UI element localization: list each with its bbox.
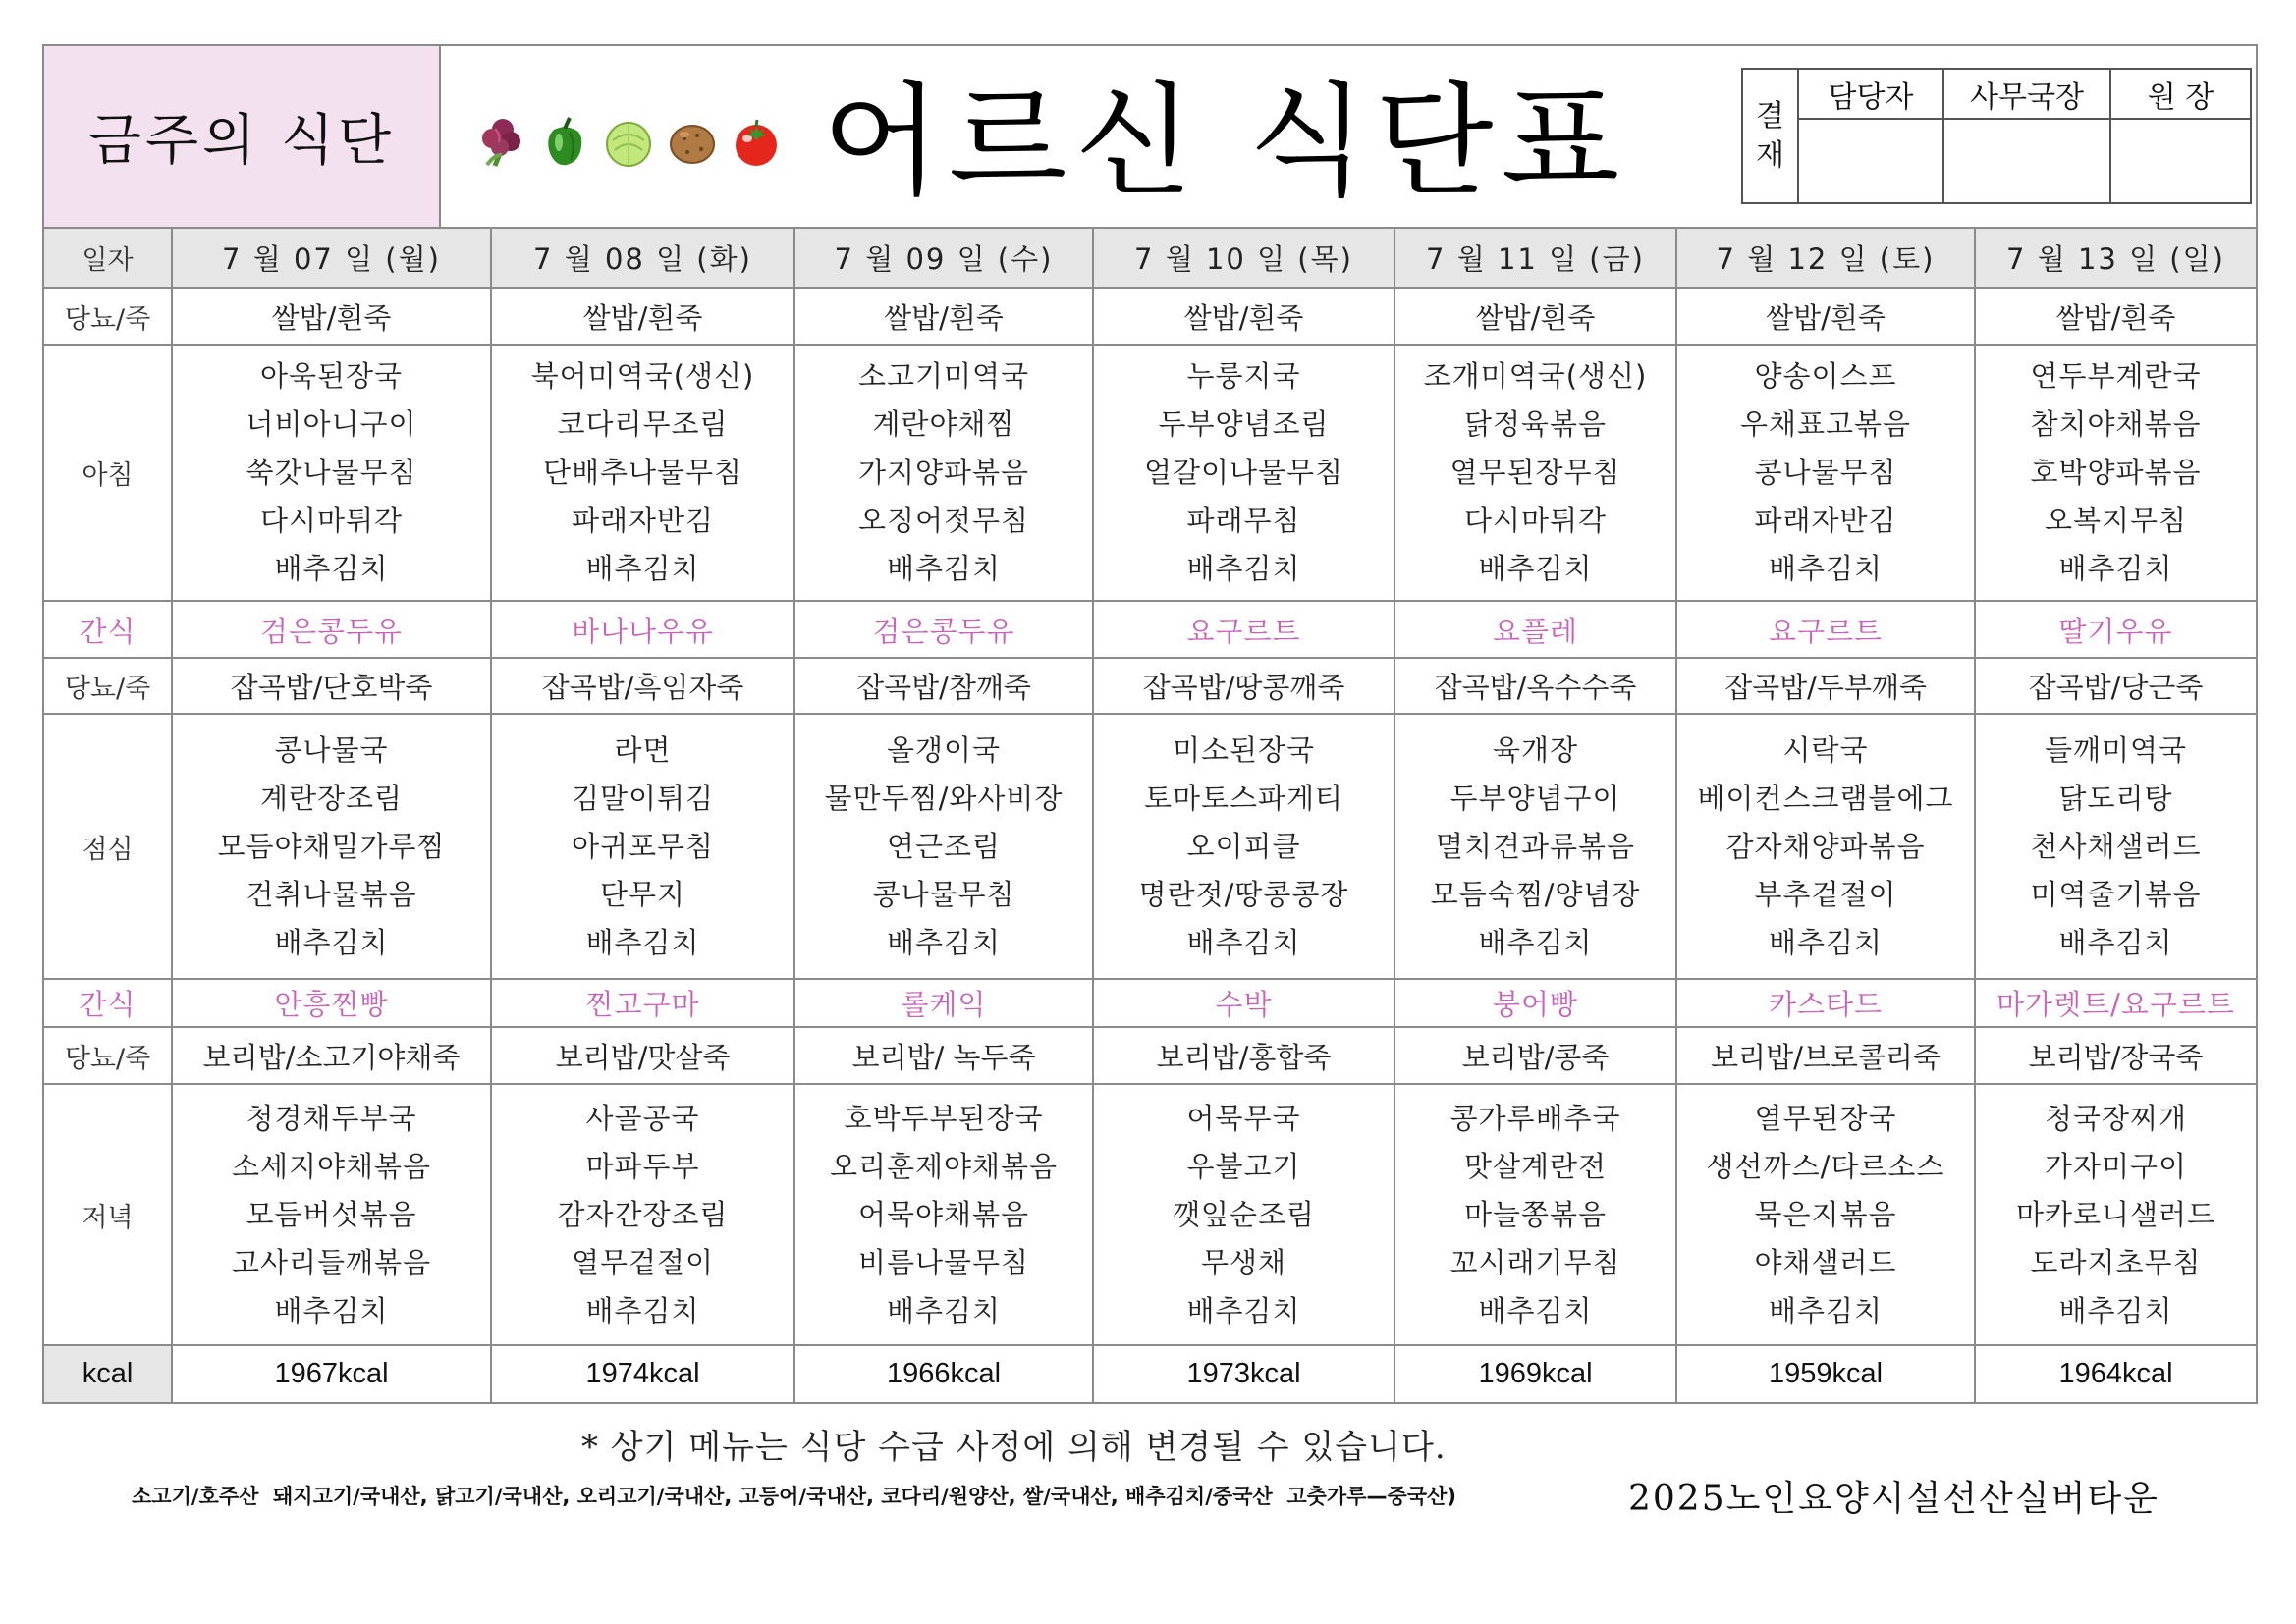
menu-item: 소고기미역국 — [857, 359, 1030, 393]
menu-item: 마카로니샐러드 — [2015, 1197, 2216, 1231]
menu-item: 비름나물무침 — [857, 1245, 1030, 1279]
menu-item: 열무된장국 — [1754, 1101, 1897, 1135]
week-label-box — [44, 46, 441, 227]
menu-item: 두부양념조림 — [1158, 407, 1330, 441]
menu-item: 닭정육볶음 — [1463, 407, 1608, 441]
menu-item: 콩가루배추국 — [1449, 1101, 1621, 1135]
menu-item: 마늘쫑볶음 — [1463, 1197, 1608, 1231]
lettuce-icon — [473, 115, 528, 170]
morning-snack-row — [44, 601, 2256, 658]
diabetic-porridge-label: 당뇨/죽 — [44, 1027, 172, 1084]
menu-item: 우불고기 — [1186, 1149, 1301, 1183]
menu-item: 단무지 — [599, 877, 686, 911]
lunch-menu-cell — [1394, 714, 1676, 979]
menu-item: 조개미역국(생신) — [1423, 359, 1648, 393]
menu-item: 배추김치 — [585, 552, 700, 585]
lunch-menu-cell — [491, 714, 794, 979]
menu-item: 배추김치 — [1186, 1293, 1301, 1327]
kcal-label: kcal — [44, 1345, 172, 1402]
lunch-rice-cell: 잡곡밥/흑임자죽 — [491, 658, 794, 714]
lunch-rice-cell: 잡곡밥/두부깨죽 — [1676, 658, 1975, 714]
menu-item: 파래자반김 — [1754, 504, 1897, 537]
dinner-menu-cell — [1093, 1084, 1394, 1345]
diabetic-porridge-label: 당뇨/죽 — [44, 288, 172, 345]
menu-item: 호박양파볶음 — [2030, 456, 2202, 489]
kcal-cell: 1967kcal — [172, 1345, 491, 1402]
lunch-rice-cell: 잡곡밥/단호박죽 — [172, 658, 491, 714]
menu-item: 김말이튀김 — [571, 781, 715, 815]
menu-item: 두부양념구이 — [1449, 781, 1621, 815]
dinner-row — [44, 1084, 2256, 1345]
menu-item: 묵은지볶음 — [1754, 1197, 1897, 1231]
menu-item: 배추김치 — [1768, 925, 1884, 959]
menu-item: 콩나물국 — [274, 732, 389, 767]
menu-item: 배추김치 — [1478, 1293, 1593, 1327]
menu-item: 모듬버섯볶음 — [246, 1197, 417, 1231]
menu-item: 모듬야채밀가루찜 — [217, 829, 446, 863]
menu-item: 고사리들깨볶음 — [231, 1245, 432, 1279]
menu-item: 가지양파볶음 — [857, 456, 1030, 489]
menu-item: 콩나물무침 — [1754, 456, 1897, 489]
menu-item: 육개장 — [1492, 732, 1579, 767]
snack-cell: 롤케익 — [794, 979, 1093, 1027]
dinner-rice-cell: 보리밥/장국죽 — [1975, 1027, 2256, 1084]
sheet-header — [44, 46, 2256, 229]
menu-item: 오이피클 — [1186, 829, 1301, 863]
date-cell: 7 월 10 일 (목) — [1093, 229, 1394, 288]
approval-label-top: 결 — [1756, 98, 1784, 134]
dinner-menu-cell — [1975, 1084, 2256, 1345]
menu-item: 오복지무침 — [2044, 504, 2188, 537]
menu-item: 얼갈이나물무침 — [1143, 456, 1344, 489]
lunch-row — [44, 714, 2256, 979]
lunch-rice-cell: 잡곡밥/옥수수죽 — [1394, 658, 1676, 714]
week-label: 금주의 식단 — [87, 109, 396, 173]
menu-item: 쑥갓나물무침 — [246, 456, 417, 489]
dinner-rice-cell: 보리밥/ 녹두죽 — [794, 1027, 1093, 1084]
page-title: 어르신 식단표 — [822, 71, 1628, 213]
snack-cell: 붕어빵 — [1394, 979, 1676, 1027]
menu-item: 들깨미역국 — [2044, 732, 2188, 767]
menu-item: 감자채양파볶음 — [1725, 829, 1926, 863]
menu-item: 모듬숙찜/양념장 — [1430, 877, 1641, 911]
breakfast-rice-cell: 쌀밥/흰죽 — [1394, 288, 1676, 345]
menu-sheet — [42, 44, 2258, 1404]
menu-item: 라면 — [614, 732, 672, 767]
menu-item: 오징어젓무침 — [857, 504, 1030, 537]
menu-item: 올갱이국 — [886, 732, 1002, 767]
cabbage-icon — [601, 115, 656, 170]
menu-item: 건취나물볶음 — [246, 877, 417, 911]
menu-item: 배추김치 — [1478, 925, 1593, 959]
menu-item: 소세지야채볶음 — [231, 1149, 432, 1183]
approval-label — [1742, 69, 1798, 203]
snack-cell: 요구르트 — [1093, 601, 1394, 658]
breakfast-menu-cell — [794, 345, 1093, 601]
snack-cell: 검은콩두유 — [172, 601, 491, 658]
kcal-cell: 1969kcal — [1394, 1345, 1676, 1402]
breakfast-rice-row — [44, 288, 2256, 345]
lunch-rice-cell: 잡곡밥/당근죽 — [1975, 658, 2256, 714]
menu-item: 양송이스프 — [1754, 359, 1897, 393]
kcal-cell: 1959kcal — [1676, 1345, 1975, 1402]
menu-item: 아귀포무침 — [571, 829, 715, 863]
menu-item: 사골공국 — [585, 1101, 700, 1135]
menu-item: 명란젓/땅콩콩장 — [1138, 877, 1349, 911]
origin-info: 소고기/호주산 돼지고기/국내산, 닭고기/국내산, 오리고기/국내산, 고등어/국내산, 코다리/원양산, 쌀/국내산, 배추김치/중국산 고춧가루—중국산) — [132, 1485, 1456, 1508]
meal-table — [44, 229, 2256, 1402]
dinner-menu-cell — [491, 1084, 794, 1345]
menu-item: 베이컨스크램블에그 — [1697, 781, 1954, 815]
lunch-menu-cell — [1975, 714, 2256, 979]
lunch-rice-cell: 잡곡밥/땅콩깨죽 — [1093, 658, 1394, 714]
menu-item: 배추김치 — [886, 552, 1002, 585]
menu-item: 깻잎순조림 — [1172, 1197, 1316, 1231]
menu-item: 북어미역국(생신) — [530, 359, 755, 393]
menu-item: 청국장찌개 — [2044, 1101, 2188, 1135]
menu-item: 호박두부된장국 — [844, 1101, 1044, 1135]
menu-item: 다시마튀각 — [1463, 504, 1608, 537]
menu-item: 배추김치 — [1768, 552, 1884, 585]
snack-label: 간식 — [44, 979, 172, 1027]
menu-item: 배추김치 — [1768, 1293, 1884, 1327]
potato-icon — [665, 115, 720, 170]
tomato-icon — [729, 115, 784, 170]
approval-label-bottom: 재 — [1756, 137, 1784, 173]
menu-item: 배추김치 — [1186, 552, 1301, 585]
menu-item: 멸치견과류볶음 — [1435, 829, 1636, 863]
lunch-menu-cell — [1676, 714, 1975, 979]
menu-item: 시락국 — [1782, 732, 1869, 767]
approval-sign-manager[interactable] — [1798, 119, 1943, 203]
dinner-label: 저녁 — [44, 1084, 172, 1345]
breakfast-rice-cell: 쌀밥/흰죽 — [1093, 288, 1394, 345]
lunch-rice-row — [44, 658, 2256, 714]
kcal-cell: 1974kcal — [491, 1345, 794, 1402]
menu-item: 열무된장무침 — [1449, 456, 1621, 489]
menu-item: 다시마튀각 — [259, 504, 404, 537]
menu-item: 단배추나물무침 — [542, 456, 743, 489]
lunch-rice-cell: 잡곡밥/참깨죽 — [794, 658, 1093, 714]
dinner-rice-cell: 보리밥/소고기야채죽 — [172, 1027, 491, 1084]
snack-label: 간식 — [44, 601, 172, 658]
snack-cell: 수박 — [1093, 979, 1394, 1027]
menu-item: 천사채샐러드 — [2030, 829, 2202, 863]
menu-item: 배추김치 — [274, 552, 389, 585]
approval-role-director: 원 장 — [2110, 69, 2251, 119]
breakfast-menu-cell — [1394, 345, 1676, 601]
dinner-menu-cell — [1676, 1084, 1975, 1345]
snack-cell: 검은콩두유 — [794, 601, 1093, 658]
green-pepper-icon — [537, 115, 592, 170]
date-row — [44, 229, 2256, 288]
breakfast-rice-cell: 쌀밥/흰죽 — [794, 288, 1093, 345]
dinner-menu-cell — [794, 1084, 1093, 1345]
menu-item: 배추김치 — [2058, 925, 2173, 959]
menu-item: 배추김치 — [1186, 925, 1301, 959]
kcal-cell: 1964kcal — [1975, 1345, 2256, 1402]
tomato-icon — [729, 115, 784, 170]
menu-item: 무생채 — [1200, 1245, 1287, 1279]
kcal-cell: 1966kcal — [794, 1345, 1093, 1402]
menu-item: 닭도리탕 — [2058, 781, 2173, 815]
snack-cell: 찐고구마 — [491, 979, 794, 1027]
menu-item: 미역줄기볶음 — [2030, 877, 2202, 911]
menu-item: 토마토스파게티 — [1143, 781, 1344, 815]
menu-item: 계란장조림 — [259, 781, 404, 815]
approval-role-manager: 담당자 — [1798, 69, 1943, 119]
menu-item: 부추겉절이 — [1754, 877, 1897, 911]
snack-cell: 마가렛트/요구르트 — [1975, 979, 2256, 1027]
breakfast-row — [44, 345, 2256, 601]
menu-item: 계란야채찜 — [872, 407, 1015, 441]
date-header-label: 일자 — [44, 229, 172, 288]
snack-cell: 요플레 — [1394, 601, 1676, 658]
breakfast-rice-cell: 쌀밥/흰죽 — [1975, 288, 2256, 345]
menu-item: 어묵무국 — [1186, 1101, 1301, 1135]
menu-item: 우채표고볶음 — [1739, 407, 1912, 441]
breakfast-label: 아침 — [44, 345, 172, 601]
menu-item: 배추김치 — [2058, 552, 2173, 585]
cabbage-icon — [601, 115, 656, 170]
dinner-rice-row — [44, 1027, 2256, 1084]
menu-item: 배추김치 — [2058, 1293, 2173, 1327]
menu-item: 열무겉절이 — [571, 1245, 715, 1279]
menu-item: 콩나물무침 — [872, 877, 1015, 911]
date-cell: 7 월 07 일 (월) — [172, 229, 491, 288]
breakfast-menu-cell — [491, 345, 794, 601]
menu-item: 코다리무조림 — [557, 407, 729, 441]
breakfast-menu-cell — [1093, 345, 1394, 601]
menu-item: 연두부계란국 — [2030, 359, 2202, 393]
lunch-menu-cell — [172, 714, 491, 979]
menu-item: 배추김치 — [886, 1293, 1002, 1327]
menu-item: 연근조림 — [886, 829, 1002, 863]
date-cell: 7 월 12 일 (토) — [1676, 229, 1975, 288]
menu-item: 아욱된장국 — [259, 359, 404, 393]
change-notice: * 상기 메뉴는 식당 수급 사정에 의해 변경될 수 있습니다. — [581, 1428, 1447, 1467]
date-cell: 7 월 13 일 (일) — [1975, 229, 2256, 288]
afternoon-snack-row — [44, 979, 2256, 1027]
breakfast-rice-cell: 쌀밥/흰죽 — [172, 288, 491, 345]
facility-name: 2025노인요양시설선산실버타운 — [1628, 1479, 2159, 1519]
snack-cell: 요구르트 — [1676, 601, 1975, 658]
menu-item: 도라지초무침 — [2030, 1245, 2202, 1279]
kcal-row — [44, 1345, 2256, 1402]
potato-icon — [665, 115, 720, 170]
snack-cell: 카스타드 — [1676, 979, 1975, 1027]
menu-item: 물만두찜/와사비장 — [824, 781, 1064, 815]
dinner-rice-cell: 보리밥/콩죽 — [1394, 1027, 1676, 1084]
menu-item: 오리훈제야채볶음 — [829, 1149, 1059, 1183]
breakfast-rice-cell: 쌀밥/흰죽 — [491, 288, 794, 345]
lunch-label: 점심 — [44, 714, 172, 979]
date-cell: 7 월 11 일 (금) — [1394, 229, 1676, 288]
dinner-menu-cell — [172, 1084, 491, 1345]
kcal-cell: 1973kcal — [1093, 1345, 1394, 1402]
menu-item: 파래무침 — [1186, 504, 1301, 537]
menu-item: 배추김치 — [585, 1293, 700, 1327]
snack-cell: 딸기우유 — [1975, 601, 2256, 658]
dinner-rice-cell: 보리밥/브로콜리죽 — [1676, 1027, 1975, 1084]
menu-item: 참치야채볶음 — [2030, 407, 2202, 441]
lunch-menu-cell — [1093, 714, 1394, 979]
approval-sign-office-chief[interactable] — [1943, 119, 2110, 203]
green-pepper-icon — [537, 115, 592, 170]
breakfast-rice-cell: 쌀밥/흰죽 — [1676, 288, 1975, 345]
menu-item: 파래자반김 — [571, 504, 715, 537]
diabetic-porridge-label: 당뇨/죽 — [44, 658, 172, 714]
approval-role-office-chief: 사무국장 — [1943, 69, 2110, 119]
vegetable-icons — [473, 115, 784, 170]
date-cell: 7 월 09 일 (수) — [794, 229, 1093, 288]
breakfast-menu-cell — [1975, 345, 2256, 601]
menu-item: 꼬시래기무침 — [1449, 1245, 1621, 1279]
menu-item: 누룽지국 — [1186, 359, 1301, 393]
menu-item: 감자간장조림 — [557, 1197, 729, 1231]
menu-item: 청경채두부국 — [246, 1101, 417, 1135]
dinner-rice-cell: 보리밥/홍합죽 — [1093, 1027, 1394, 1084]
dinner-menu-cell — [1394, 1084, 1676, 1345]
menu-item: 배추김치 — [274, 1293, 389, 1327]
menu-item: 배추김치 — [274, 925, 389, 959]
menu-item: 마파두부 — [585, 1149, 700, 1183]
menu-item: 생선까스/타르소스 — [1706, 1149, 1945, 1183]
lunch-menu-cell — [794, 714, 1093, 979]
menu-item: 배추김치 — [1478, 552, 1593, 585]
snack-cell: 바나나우유 — [491, 601, 794, 658]
snack-cell: 안흥찐빵 — [172, 979, 491, 1027]
menu-item: 너비아니구이 — [246, 407, 417, 441]
menu-item: 배추김치 — [585, 925, 700, 959]
date-cell: 7 월 08 일 (화) — [491, 229, 794, 288]
menu-item: 배추김치 — [886, 925, 1002, 959]
breakfast-menu-cell — [1676, 345, 1975, 601]
dinner-rice-cell: 보리밥/맛살죽 — [491, 1027, 794, 1084]
menu-item: 가자미구이 — [2044, 1149, 2188, 1183]
menu-item: 미소된장국 — [1172, 732, 1316, 767]
approval-box — [1741, 68, 2252, 204]
menu-item: 맛살계란전 — [1463, 1149, 1608, 1183]
menu-item: 어묵야채볶음 — [857, 1197, 1030, 1231]
breakfast-menu-cell — [172, 345, 491, 601]
menu-item: 야채샐러드 — [1754, 1245, 1897, 1279]
lettuce-icon — [473, 115, 528, 170]
approval-sign-director[interactable] — [2110, 119, 2251, 203]
